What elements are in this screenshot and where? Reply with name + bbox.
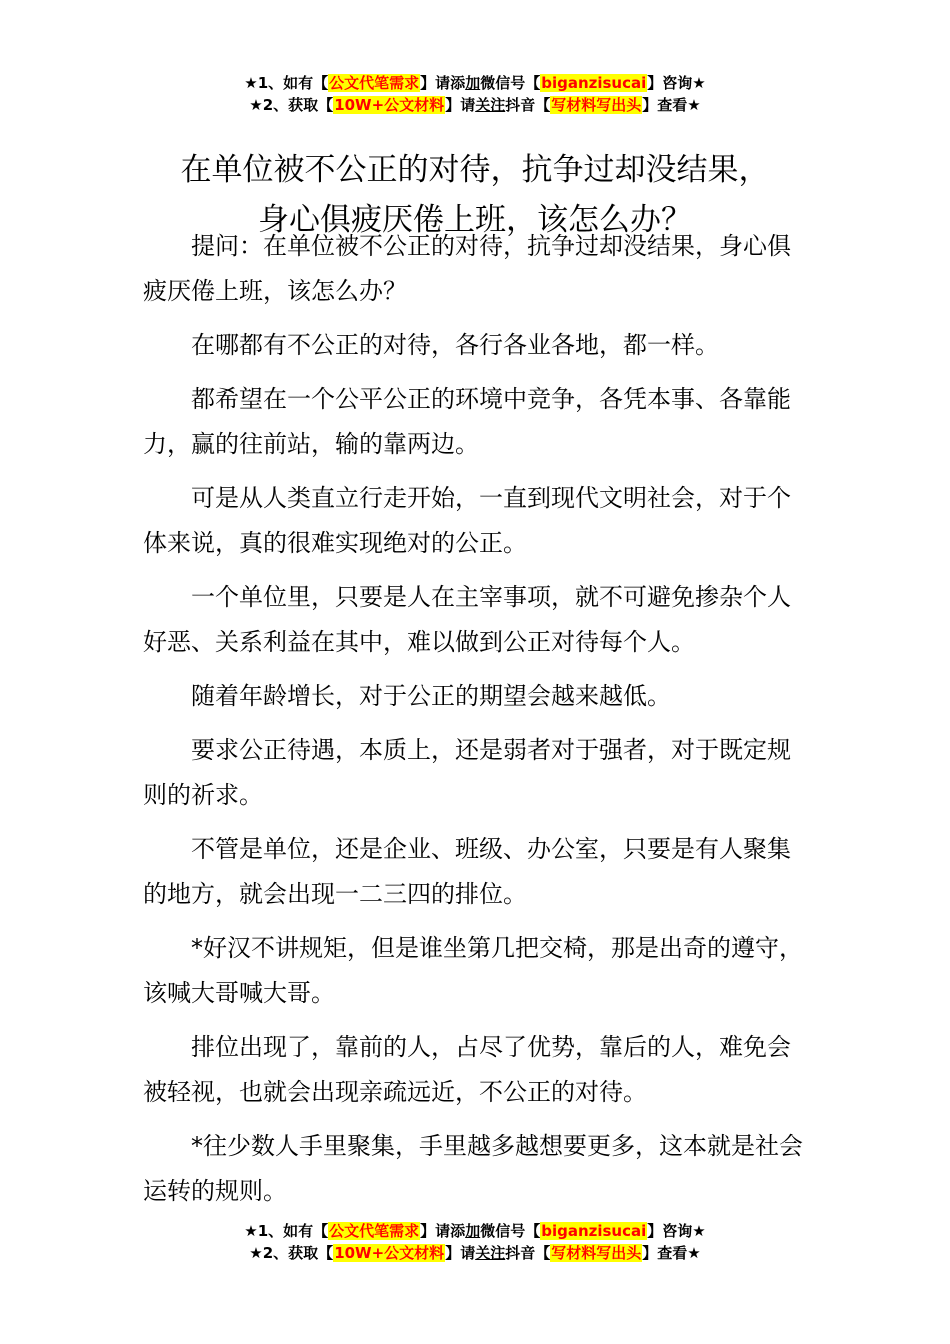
banner-text: 微信号【 xyxy=(480,1222,541,1240)
banner-emphasis: 加 xyxy=(465,74,481,92)
paragraph: 提问：在单位被不公正的对待，抗争过却没结果，身心俱疲厌倦上班，该怎么办？ xyxy=(143,232,791,305)
title-line: 身心俱疲厌倦上班，该怎么办？ xyxy=(258,201,692,238)
document-body xyxy=(143,224,808,1223)
banner-emphasis: 加 xyxy=(465,1222,481,1240)
banner-text: 抖音【 xyxy=(505,1244,551,1262)
paragraph: 不管是单位，还是企业、班级、办公室，只要是有人聚集的地方，就会出现一二三四的排位。 xyxy=(143,835,791,908)
banner-text: 】查看★ xyxy=(642,96,701,114)
banner-highlight: 公文代笔需求 xyxy=(329,1222,420,1240)
paragraph: 都希望在一个公平公正的环境中竞争，各凭本事、各靠能力，赢的往前站，输的靠两边。 xyxy=(143,385,791,458)
banner-highlight: 10W+公文材料 xyxy=(334,96,445,114)
banner-highlight: 写材料写出头 xyxy=(551,1244,642,1262)
paragraph: 要求公正待遇，本质上，还是弱者对于强者，对于既定规则的祈求。 xyxy=(143,736,791,809)
banner-text: ★1、如有【 xyxy=(244,1222,329,1240)
banner-text: 】请添 xyxy=(420,74,466,92)
paragraph: 可是从人类直立行走开始，一直到现代文明社会，对于个体来说，真的很难实现绝对的公正。 xyxy=(143,484,791,557)
banner-line-1 xyxy=(0,1220,950,1242)
paragraph: 在哪都有不公正的对待，各行各业各地，都一样。 xyxy=(191,331,719,359)
banner-text: ★1、如有【 xyxy=(244,74,329,92)
banner-text: 】咨询★ xyxy=(647,74,706,92)
banner-highlight: 写材料写出头 xyxy=(551,96,642,114)
banner-text: 】请 xyxy=(445,96,476,114)
banner-text: 抖音【 xyxy=(505,96,551,114)
banner-text: ★2、获取【 xyxy=(249,1244,334,1262)
top-banner xyxy=(0,72,950,116)
banner-highlight: biganzisucai xyxy=(541,74,647,92)
banner-highlight: 10W+公文材料 xyxy=(334,1244,445,1262)
banner-line-2 xyxy=(0,94,950,116)
banner-highlight: 公文代笔需求 xyxy=(329,74,420,92)
banner-text: 】查看★ xyxy=(642,1244,701,1262)
paragraph: 一个单位里，只要是人在主宰事项，就不可避免掺杂个人好恶、关系利益在其中，难以做到公正对待每个人。 xyxy=(143,583,791,656)
banner-line-1 xyxy=(0,72,950,94)
banner-text: 】咨询★ xyxy=(647,1222,706,1240)
banner-highlight: biganzisucai xyxy=(541,1222,647,1240)
paragraph: 随着年龄增长，对于公正的期望会越来越低。 xyxy=(191,682,671,710)
banner-emphasis: 关注 xyxy=(475,1244,506,1262)
banner-text: 】请 xyxy=(445,1244,476,1262)
banner-text: 微信号【 xyxy=(480,74,541,92)
paragraph: *往少数人手里聚集，手里越多越想要更多，这本就是社会运转的规则。 xyxy=(143,1132,803,1205)
bottom-banner xyxy=(0,1220,950,1264)
banner-text: 】请添 xyxy=(420,1222,466,1240)
banner-text: ★2、获取【 xyxy=(249,96,334,114)
title-line: 在单位被不公正的对待，抗争过却没结果， xyxy=(180,151,770,188)
paragraph: *好汉不讲规矩，但是谁坐第几把交椅，那是出奇的遵守，该喊大哥喊大哥。 xyxy=(143,934,803,1007)
paragraph: 排位出现了，靠前的人，占尽了优势，靠后的人，难免会被轻视，也就会出现亲疏远近，不公正的对待。 xyxy=(143,1033,791,1106)
banner-line-2 xyxy=(0,1242,950,1264)
banner-emphasis: 关注 xyxy=(475,96,506,114)
